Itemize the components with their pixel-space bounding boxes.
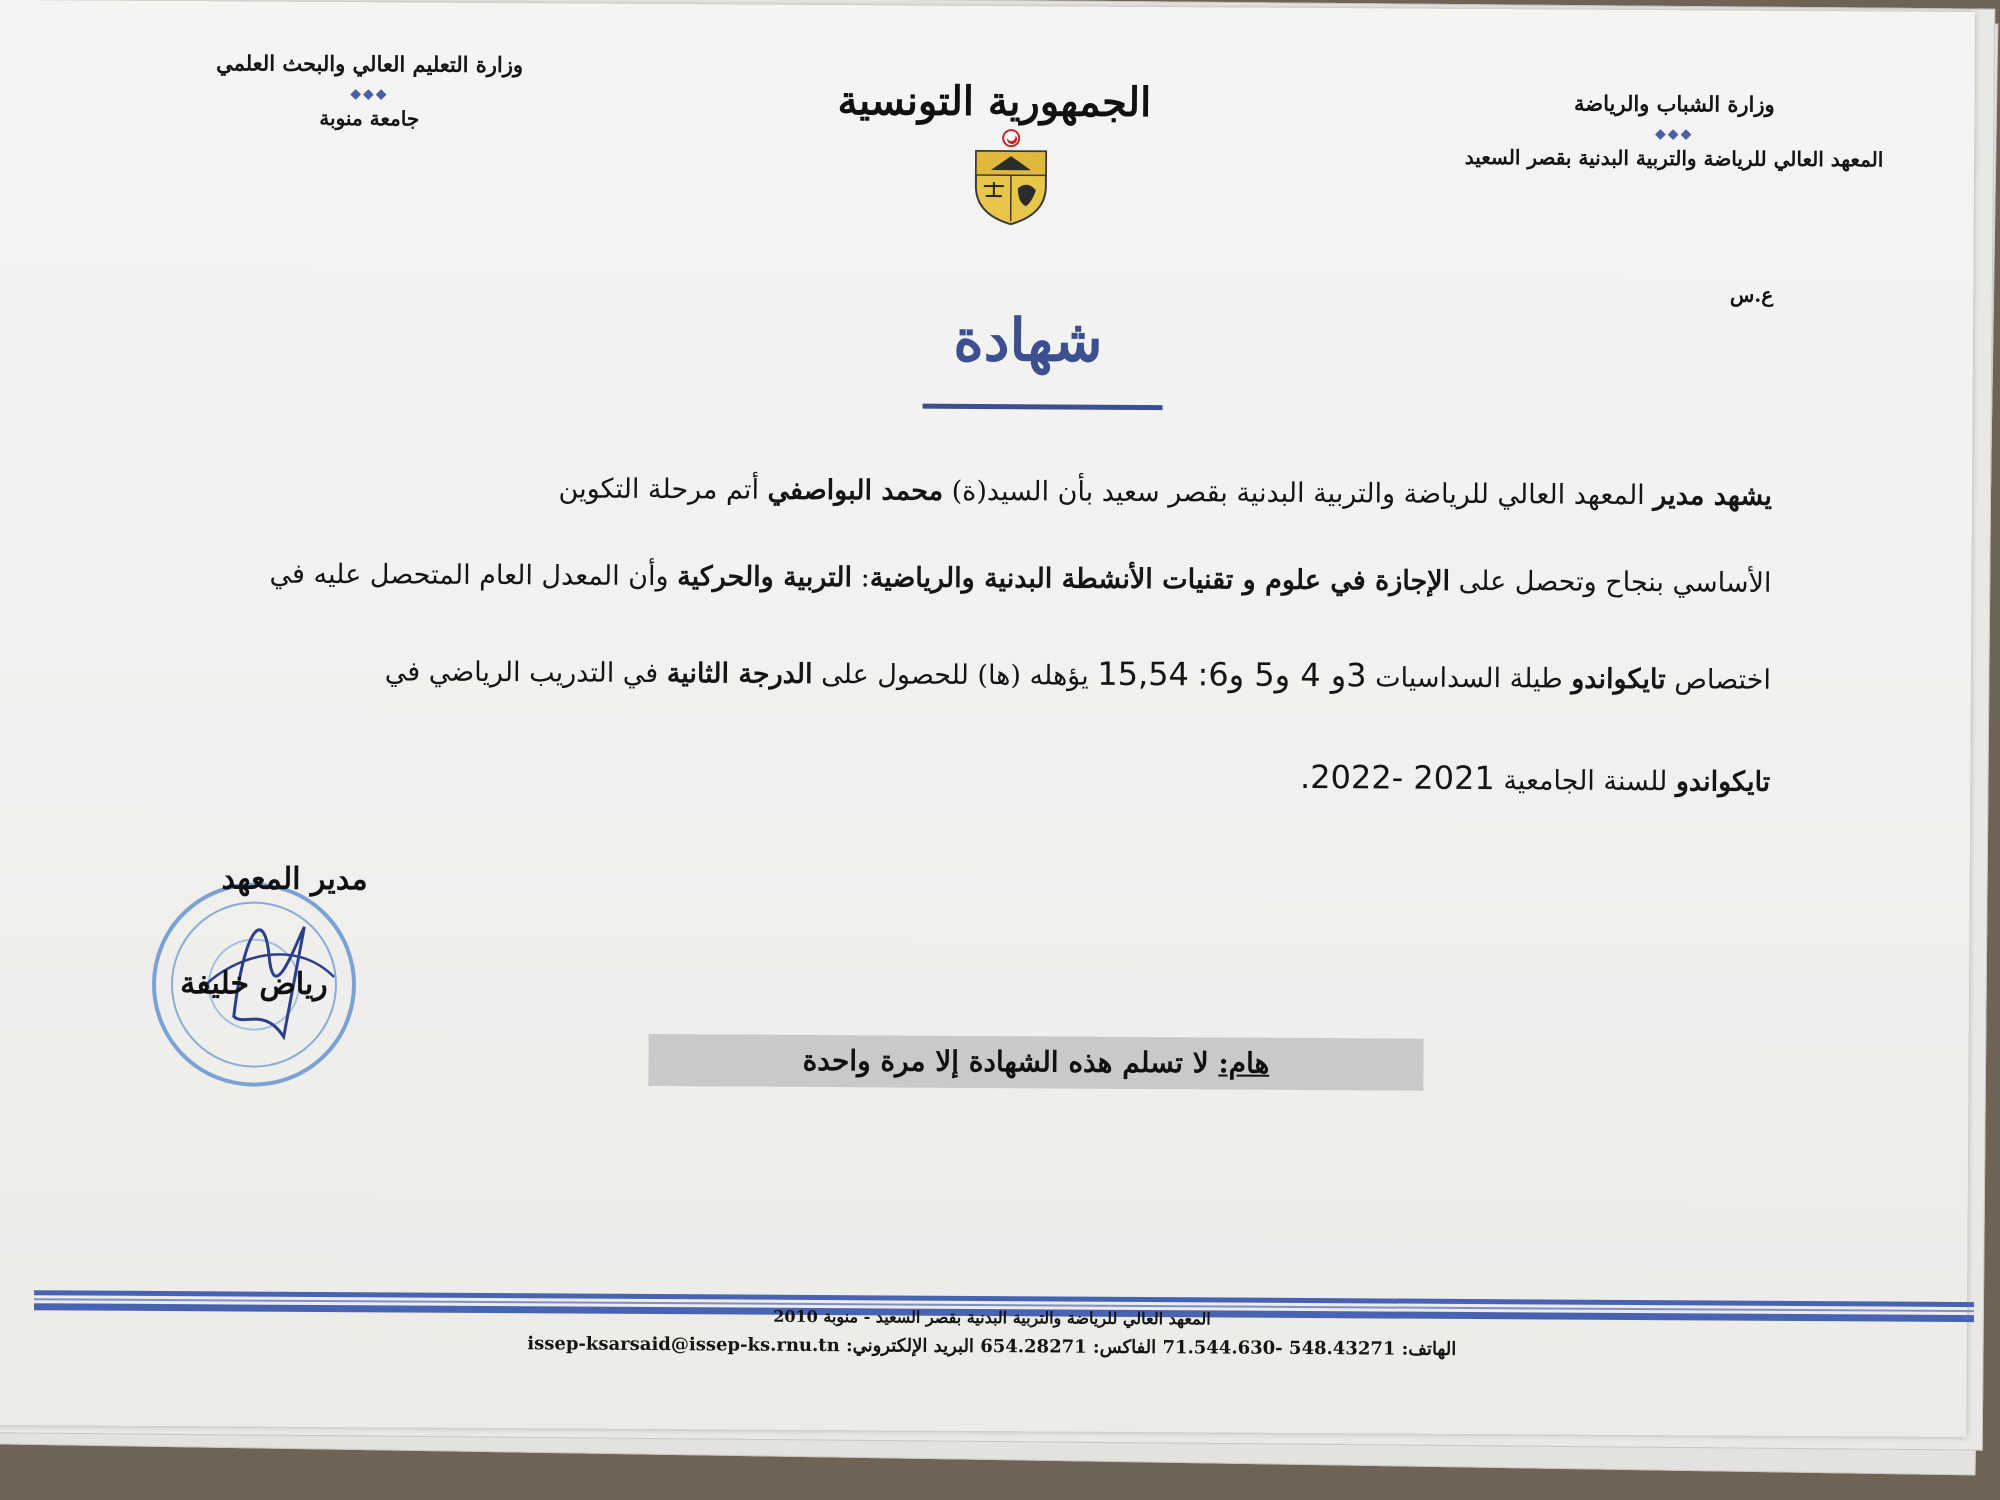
footer-address: المعهد العالي للرياضة والتربية البدنية بقصر السعيد - منوبة 2010 — [773, 1306, 1211, 1329]
body-line-1 — [202, 471, 1772, 512]
text-run: وأن المعدل العام المتحصل عليه في — [269, 558, 669, 593]
certificate-title: شهادة — [953, 305, 1103, 375]
text-run: للسنة الجامعية — [1503, 765, 1668, 798]
note-text: لا تسلم هذه الشهادة إلا مرة واحدة — [802, 1043, 1209, 1080]
footer-contact: الهاتف: 548.43271 -71.544.630 الفاكس: 654.28271 البريد الإلكتروني: issep-ksarsaid@issep-ks.rnu.tn — [527, 1333, 1457, 1360]
specialty-name: تايكواندو — [1571, 663, 1666, 696]
title-underline — [923, 404, 1163, 410]
average-score: 15,54 — [1097, 654, 1190, 694]
text-run: : — [851, 562, 870, 594]
text-run: اختصاص — [1674, 664, 1771, 696]
body-line-3 — [201, 649, 1771, 697]
body-line-2 — [201, 558, 1771, 599]
text-run: يؤهله (ها) للحصول على — [821, 659, 1089, 692]
ministry-youth-sports: وزارة الشباب والرياضة — [1573, 90, 1775, 117]
ornament-diamonds: ◆◆◆ — [350, 86, 389, 103]
institute-name: المعهد العالي للرياضة والتربية البدنية بقصر السعيد — [1464, 145, 1884, 172]
signatory-name: رياض خليفة — [180, 966, 328, 1003]
republic-title: الجمهورية التونسية — [837, 77, 1152, 127]
text-run: يشهد مدير — [1653, 480, 1773, 512]
header-left-block — [189, 49, 549, 133]
specialty-name: تايكواندو — [1675, 766, 1771, 798]
tunisia-coat-of-arms-icon — [966, 126, 1057, 227]
text-run: الأساسي بنجاح وتحصل على — [1458, 565, 1772, 599]
text-run: المعهد العالي للرياضة والتربية البدنية بقصر سعيد بأن السيد(ة) — [951, 475, 1645, 512]
text-run: طيلة السداسيات — [1375, 662, 1563, 695]
academic-year: 2021 -2022. — [1299, 757, 1495, 798]
student-name: محمد البواصفي — [767, 474, 944, 507]
text-run: في التدريب الرياضي في — [384, 656, 659, 690]
reference-code: ع.س — [1729, 282, 1774, 307]
note-label: هام: — [1218, 1046, 1270, 1080]
degree-name: الإجازة في علوم و تقنيات الأنشطة البدنية والرياضية — [869, 562, 1451, 597]
important-note — [648, 1034, 1423, 1091]
field-name: التربية والحركية — [677, 561, 853, 594]
body-line-4 — [200, 751, 1770, 799]
grade-level: الدرجة الثانية — [666, 658, 813, 690]
semesters: 3و 4 و5 و6: — [1197, 655, 1367, 695]
university-name: جامعة منوبة — [319, 106, 420, 132]
signatory-title: مدير المعهد — [221, 861, 368, 898]
header-right-block — [1444, 89, 1904, 173]
text-run: أتم مرحلة التكوين — [558, 473, 760, 506]
ornament-diamonds: ◆◆◆ — [1655, 126, 1694, 143]
ministry-higher-education: وزارة التعليم العالي والبحث العلمي — [216, 50, 524, 78]
